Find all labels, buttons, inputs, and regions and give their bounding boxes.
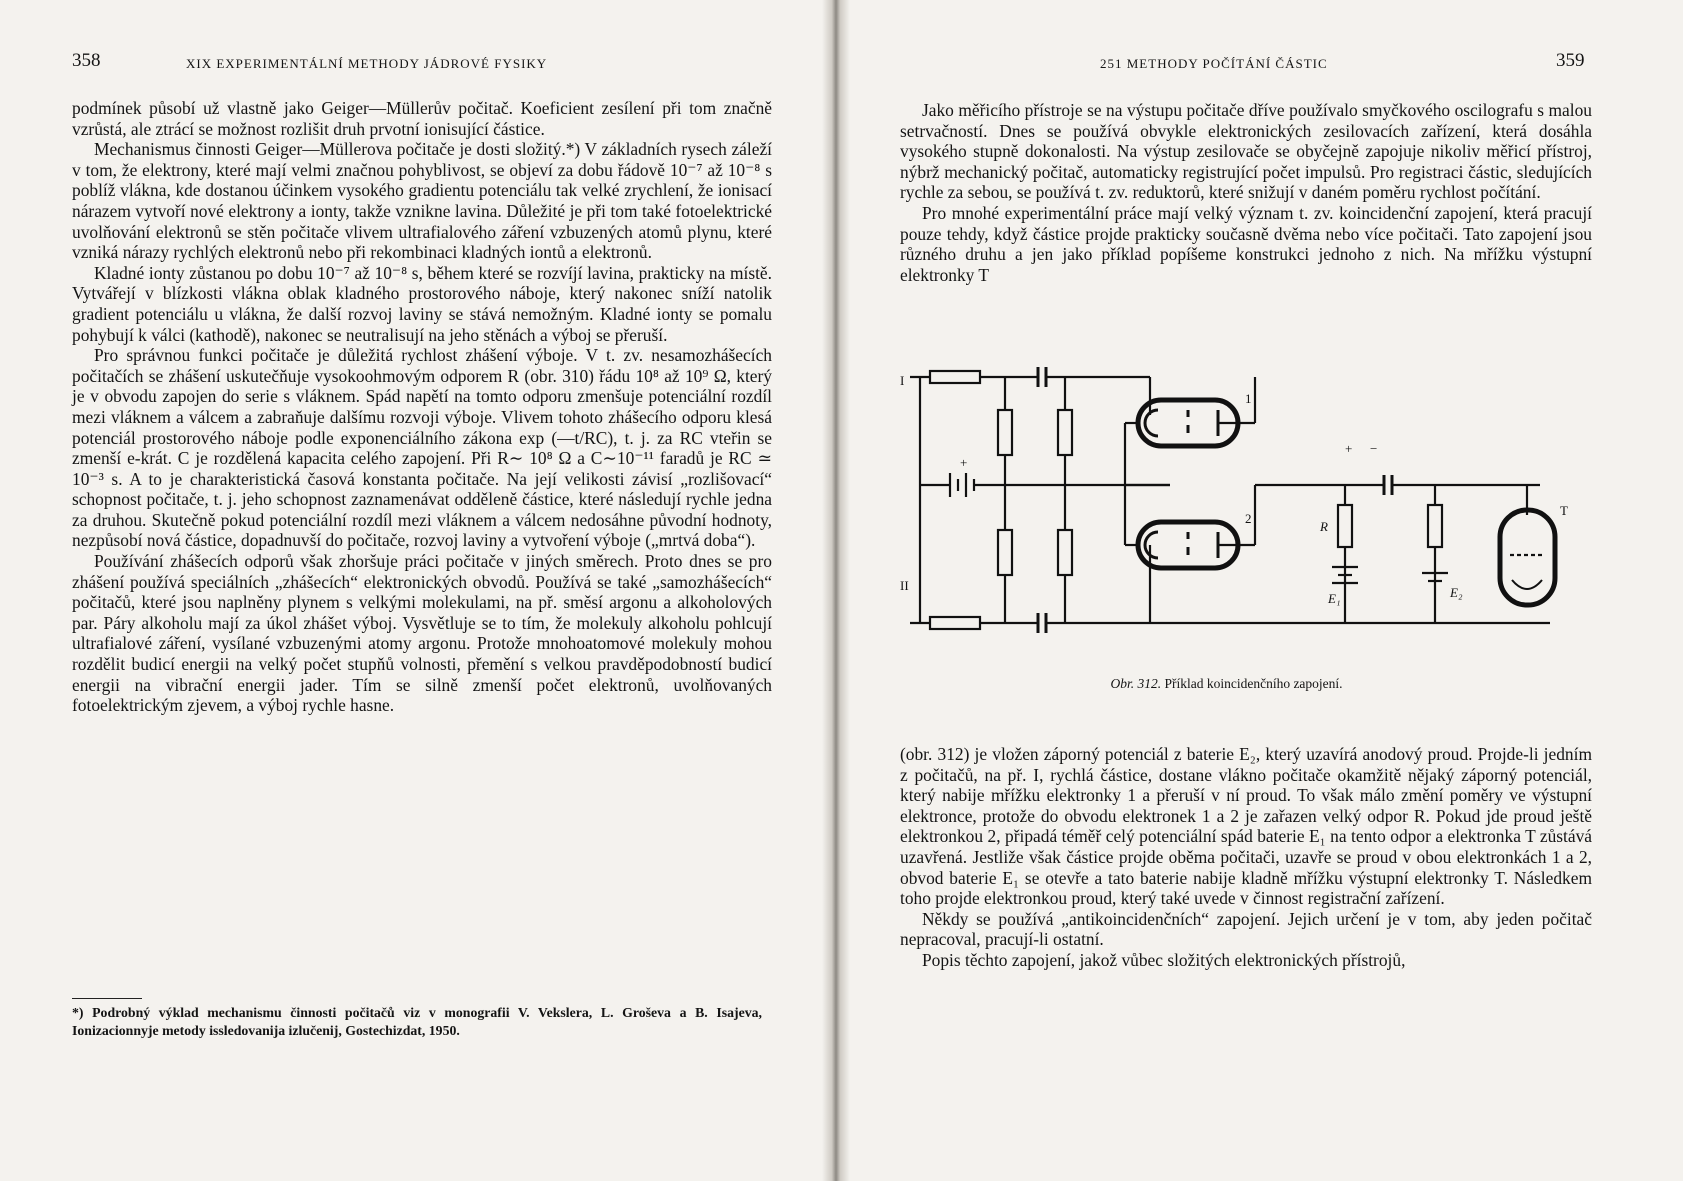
figure-label: T (1560, 503, 1568, 518)
figure-label: 1 (1245, 391, 1252, 406)
footnote: *) Podrobný výklad mechanismu činnosti počitačů viz v monografii V. Vekslera, L. Groševa a B. Isajeva, Ionizacionnyje metody issledovanija izlučenij, Gostechizdat, 1950. (72, 1005, 762, 1038)
resistor-r (1338, 505, 1352, 547)
resistor (998, 530, 1012, 575)
resistor (1058, 530, 1072, 575)
caption-label: Obr. 312. (1110, 676, 1162, 691)
paragraph: Někdy se používá „antikoincidenčních“ zapojení. Jejich určení je v tom, aby jeden počitač nepracoval, pracují-li ostatní. (900, 908, 1592, 950)
paragraph: Kladné ionty zůstanou po dobu 10⁻⁷ až 10⁻⁸ s, během které se rozvíjí lavina, prakticky na místě. Vytvářejí v blízkosti vlákna oblak kladného prostorového náboje, který nakonec sníží natolik gradient potenciálu u vlákna, že další rozvoj laviny se stává nemožným. Kladné ionty se pomalu pohybují k válci (kathodě), nakonec se neutralisují na jeho stěnách a výboj se přeruší. (72, 262, 772, 345)
paragraph: Používání zhášecích odporů však zhoršuje práci počitače v jiných směrech. Proto dnes se pro zhášení používá speciálních „zhášecích“ elektronických obvodů. Používá se také „samozhášecích“ počitačů, které jsou naplněny plynem s velkými molekulami, na př. směsí argonu a alkoholových par. Páry alkoholu mají za úkol zhášet výboj. Vysvětluje se to tím, že molekuly alkoholu pohlcují ultrafialové záření, vysílané vzbuzenými atomy argonu. Protože mnohoatomové molekuly mohou rozdělit budicí energii na velký počet stupňů volnosti, přemění s velkou pravděpodobností budicí energii na vibrační energii jader. Tím se silně zmenší počet elektronů, uvolňovaných fotoelektrickým zjevem, a výboj rychle hasne. (72, 551, 772, 716)
figure-label: I (900, 373, 905, 388)
paragraph: Jako měřicího přístroje se na výstupu počitače dříve používalo smyčkového oscilografu s malou setrvačností. Dnes se používá obvykle elektronických zesilovacích zařízení, která dosáhla vysokého stupně dokonalosti. Na výstup zesilovače se obyčejně zapojuje nikoliv měřicí přístroj, nýbrž mechanický počitač, automaticky registrující počet impulsů. Pro registraci částic, sledujících rychle za sebou, se používá t. zv. reduktorů, které snižují v daném poměru rychlost počítání. (900, 100, 1592, 203)
paragraph: podmínek působí už vlastně jako Geiger—Müllerův počitač. Koeficient zesílení při tom značně vzrůstá, ale ztrácí se možnost rozlišit druh prvotní ionisující částice. (72, 98, 772, 139)
caption-text: Příklad koincidenčního zapojení. (1164, 676, 1343, 691)
paragraph: (obr. 312) je vložen záporný potenciál z baterie E₂, který uzavírá anodový proud. Projde-li jedním z počitačů, na př. I, rychlá částice, dostane vlákno počitače okamžitě nějaký záporný potenciál, který nabije mřížku elektronky 1 a přeruší v ní proud. To však málo změní poměry ve výstupní elektronce, protože do obvodu elektronek 1 a 2 je zařazen velký odpor R. Pokud jde proud ještě elektronkou 2, připadá téměř celý potenciální spád baterie E₁ na tento odpor a elektronka T zůstává uzavřená. Jestliže však částice projde oběma počitači, uzavře se proud v obou elektronkách 1 a 2, obvod baterie E₁ se otevře a tato baterie nabije kladně mřížku výstupní elektronky T. Následkem toho projde elektronkou proud, který také uvede v činnost registrační zařízení. (900, 744, 1592, 909)
page-number: 359 (1556, 50, 1585, 71)
left-page (0, 0, 822, 1181)
right-body-bottom (900, 744, 1592, 971)
running-head: 251 METHODY POČÍTÁNÍ ČÁSTIC (1100, 56, 1328, 71)
figure-label: R (1320, 519, 1328, 534)
paragraph: Pro mnohé experimentální práce mají velký význam t. zv. koincidenční zapojení, která pracují pouze tehdy, když částice projde prakticky současně dvěma nebo více počitači. Tato zapojení jsou různého druhu a jen jako příklad popíšeme konstrukci jednoho z nich. Na mřížku výstupní elektronky T (900, 202, 1592, 285)
figure-label: − (1370, 441, 1378, 456)
figure-label: II (900, 578, 909, 593)
running-head: XIX EXPERIMENTÁLNÍ METHODY JÁDROVÉ FYSIKY (186, 56, 548, 71)
figure-label: + (1345, 441, 1353, 456)
resistor (1058, 410, 1072, 455)
figure-label: + (960, 455, 968, 470)
figure-label: E₁ (1328, 591, 1341, 606)
paragraph: Mechanismus činnosti Geiger—Müllerova počitače je dosti složitý.*) V základních rysech záleží v tom, že elektrony, které mají velmi značnou pohyblivost, se objeví za dobu řádově 10⁻⁷ až 10⁻⁸ s poblíž vlákna, kde dostanou účinkem vysokého gradientu potenciálu tak velké zrychlení, že ionisací nárazem vytvoří nové elektrony a ionty, takže vznikne lavina. Důležité je při tom také fotoelektrické uvolňování elektronů se stěn počitače vlivem ultrafialového záření vzbuzených atomů plynu, které vzniká nárazy rychlých elektronů nebo při rekombinaci kladných iontů a elektronů. (72, 139, 772, 263)
right-page (850, 0, 1683, 1181)
counter-2-terminal (930, 617, 980, 629)
coincidence-circuit-figure (900, 355, 1600, 655)
resistor (998, 410, 1012, 455)
output-tube-t (1500, 510, 1555, 605)
right-body-top (900, 100, 1592, 285)
book-gutter (822, 0, 850, 1181)
resistor (1428, 505, 1442, 547)
footnote-rule (72, 998, 142, 999)
counter-1-terminal (930, 371, 980, 383)
paragraph: Popis těchto zapojení, jakož vůbec složitých elektronických přístrojů, (922, 949, 1406, 970)
figure-label: E₂ (1450, 585, 1463, 600)
paragraph: Pro správnou funkci počitače je důležitá rychlost zhášení výboje. V t. zv. nesamozhášecích počitačích se zhášení uskutečňuje vysokoohmovým odporem R (obr. 310) řádu 10⁸ až 10⁹ Ω, který je v obvodu zapojen do serie s vláknem. Spád napětí na tomto odporu zmenšuje potenciální rozdíl mezi vláknem a válcem a zabraňuje dalšímu rozvoji výboje. Vlivem tohoto zhášecího odporu klesá potenciál prostorového náboje podle exponenciálního zákona exp (—t/RC), t. j. za RC vteřin se zmenší e-krát. C je rozdělená kapacita celého zapojení. Při R∼ 10⁸ Ω a C∼10⁻¹¹ faradů je RC ≃ 10⁻³ s. A to je charakteristická časová konstanta počitače. Na její velikosti závisí „rozlišovací“ schopnost počitače, t. j. jeho schopnost zaznamenávat odděleně částice, které následují rychle jedna za druhou. Skutečně pokud potenciální rozdíl mezi vláknem a válcem nedosáhne původní hodnoty, nezpůsobí nová částice, dopadnuvší do počitače, rozvoj laviny a vytvoření výboje („mrtvá doba“). (72, 345, 772, 551)
figure-caption (810, 676, 1643, 692)
page-number: 358 (72, 50, 101, 71)
left-body (72, 98, 772, 716)
figure-label: 2 (1245, 511, 1252, 526)
